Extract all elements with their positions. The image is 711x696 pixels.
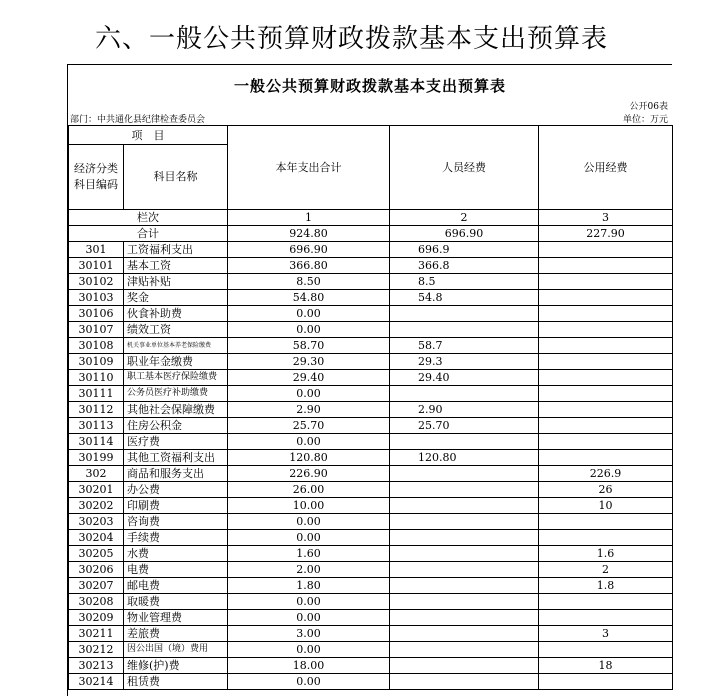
table-row (69, 658, 673, 674)
row-personnel (390, 674, 539, 690)
table-row (69, 274, 673, 290)
row-name: 水费 (124, 546, 228, 562)
row-public (539, 370, 673, 386)
row-code: 30101 (69, 258, 124, 274)
header-row-xiangmu (69, 126, 673, 145)
row-total: 226.90 (228, 466, 390, 482)
table-row (69, 610, 673, 626)
table-row (69, 290, 673, 306)
table-row (69, 578, 673, 594)
row-code: 30106 (69, 306, 124, 322)
row-personnel (390, 434, 539, 450)
row-code: 30108 (69, 338, 124, 354)
row-code: 30103 (69, 290, 124, 306)
table-row (69, 370, 673, 386)
header-public: 公用经费 (539, 126, 673, 210)
row-total: 3.00 (228, 626, 390, 642)
row-total: 0.00 (228, 674, 390, 690)
row-name: 奖金 (124, 290, 228, 306)
row-personnel (390, 626, 539, 642)
header-personnel: 人员经费 (390, 126, 539, 210)
table-row (69, 354, 673, 370)
header-col3: 3 (539, 210, 673, 226)
row-public: 1.6 (539, 546, 673, 562)
row-code: 30114 (69, 434, 124, 450)
budget-table (68, 125, 673, 690)
row-public (539, 514, 673, 530)
row-personnel (390, 530, 539, 546)
row-personnel (390, 610, 539, 626)
row-public (539, 418, 673, 434)
row-total: 0.00 (228, 610, 390, 626)
row-public (539, 322, 673, 338)
row-personnel (390, 642, 539, 658)
header-econ-code: 经济分类科目编码 (69, 145, 124, 210)
table-title: 一般公共预算财政拨款基本支出预算表 (233, 77, 506, 95)
table-row (69, 498, 673, 514)
row-name: 医疗费 (124, 434, 228, 450)
row-total: 29.40 (228, 370, 390, 386)
row-name: 其他社会保障缴费 (124, 402, 228, 418)
row-total: 696.90 (228, 242, 390, 258)
row-name: 取暖费 (124, 594, 228, 610)
row-code: 30202 (69, 498, 124, 514)
row-name: 职工基本医疗保险缴费 (124, 370, 228, 386)
department-label: 部门：中共通化县纪律检查委员会 (70, 115, 206, 125)
table-row (69, 242, 673, 258)
row-personnel: 2.90 (390, 402, 539, 418)
row-public: 18 (539, 658, 673, 674)
row-code: 30201 (69, 482, 124, 498)
unit-label: 单位：万元 (622, 115, 668, 125)
table-row (69, 482, 673, 498)
row-total: 18.00 (228, 658, 390, 674)
row-name: 津贴补贴 (124, 274, 228, 290)
row-name: 咨询费 (124, 514, 228, 530)
row-total: 54.80 (228, 290, 390, 306)
row-code: 30213 (69, 658, 124, 674)
row-public (539, 610, 673, 626)
budget-sheet (67, 64, 672, 696)
row-public (539, 434, 673, 450)
total-public: 227.90 (539, 226, 673, 242)
row-public (539, 258, 673, 274)
row-total: 1.80 (228, 578, 390, 594)
row-code: 30109 (69, 354, 124, 370)
row-code: 30208 (69, 594, 124, 610)
table-row (69, 418, 673, 434)
table-row (69, 642, 673, 658)
row-public (539, 306, 673, 322)
section-title: 六、一般公共预算财政拨款基本支出预算表 (95, 24, 609, 54)
row-code: 30214 (69, 674, 124, 690)
row-personnel (390, 322, 539, 338)
row-public: 1.8 (539, 578, 673, 594)
table-row (69, 514, 673, 530)
row-public (539, 594, 673, 610)
row-public: 226.9 (539, 466, 673, 482)
row-code: 30113 (69, 418, 124, 434)
row-total: 0.00 (228, 386, 390, 402)
row-personnel (390, 306, 539, 322)
row-personnel (390, 482, 539, 498)
row-code: 30204 (69, 530, 124, 546)
row-name: 商品和服务支出 (124, 466, 228, 482)
total-row (69, 226, 673, 242)
table-row (69, 386, 673, 402)
row-name: 公务员医疗补助缴费 (124, 386, 228, 402)
total-label: 合计 (69, 226, 228, 242)
table-row (69, 562, 673, 578)
table-row (69, 450, 673, 466)
row-personnel: 25.70 (390, 418, 539, 434)
row-total: 8.50 (228, 274, 390, 290)
header-xiangmu: 项 目 (69, 126, 228, 145)
row-code: 302 (69, 466, 124, 482)
row-total: 29.30 (228, 354, 390, 370)
row-name: 因公出国（境）费用 (124, 642, 228, 658)
row-total: 0.00 (228, 514, 390, 530)
row-name: 机关事业单位基本养老保险缴费 (124, 338, 228, 354)
header-item-name: 科目名称 (124, 145, 228, 210)
row-name: 伙食补助费 (124, 306, 228, 322)
row-personnel (390, 546, 539, 562)
row-public (539, 674, 673, 690)
total-personnel: 696.90 (390, 226, 539, 242)
row-name: 办公费 (124, 482, 228, 498)
row-name: 租赁费 (124, 674, 228, 690)
row-public: 10 (539, 498, 673, 514)
table-row (69, 466, 673, 482)
row-name: 基本工资 (124, 258, 228, 274)
header-col2: 2 (390, 210, 539, 226)
row-personnel: 29.3 (390, 354, 539, 370)
row-public (539, 242, 673, 258)
row-total: 120.80 (228, 450, 390, 466)
row-code: 30206 (69, 562, 124, 578)
row-name: 印刷费 (124, 498, 228, 514)
row-total: 2.90 (228, 402, 390, 418)
row-name: 电费 (124, 562, 228, 578)
header-total: 本年支出合计 (228, 126, 390, 210)
row-total: 366.80 (228, 258, 390, 274)
row-name: 工资福利支出 (124, 242, 228, 258)
row-name: 绩效工资 (124, 322, 228, 338)
row-public (539, 450, 673, 466)
row-personnel (390, 498, 539, 514)
row-public (539, 274, 673, 290)
row-total: 0.00 (228, 306, 390, 322)
row-public: 3 (539, 626, 673, 642)
row-personnel (390, 658, 539, 674)
row-personnel: 8.5 (390, 274, 539, 290)
row-personnel: 696.9 (390, 242, 539, 258)
row-public (539, 642, 673, 658)
row-code: 30212 (69, 642, 124, 658)
row-personnel: 29.40 (390, 370, 539, 386)
row-code: 30107 (69, 322, 124, 338)
row-total: 10.00 (228, 498, 390, 514)
row-personnel (390, 578, 539, 594)
row-name: 维修(护)费 (124, 658, 228, 674)
row-total: 58.70 (228, 338, 390, 354)
row-public (539, 530, 673, 546)
form-code: 公开06表 (629, 102, 668, 112)
row-code: 30205 (69, 546, 124, 562)
row-public (539, 354, 673, 370)
row-name: 手续费 (124, 530, 228, 546)
row-name: 住房公积金 (124, 418, 228, 434)
row-code: 30211 (69, 626, 124, 642)
row-public: 2 (539, 562, 673, 578)
row-public (539, 402, 673, 418)
row-public (539, 386, 673, 402)
table-row (69, 322, 673, 338)
row-code: 30207 (69, 578, 124, 594)
row-personnel: 366.8 (390, 258, 539, 274)
row-public (539, 338, 673, 354)
row-code: 30111 (69, 386, 124, 402)
row-total: 2.00 (228, 562, 390, 578)
row-name: 邮电费 (124, 578, 228, 594)
row-code: 301 (69, 242, 124, 258)
header-lanci: 栏次 (69, 210, 228, 226)
table-row (69, 546, 673, 562)
table-row (69, 434, 673, 450)
total-total: 924.80 (228, 226, 390, 242)
table-row (69, 530, 673, 546)
row-public (539, 290, 673, 306)
row-name: 职业年金缴费 (124, 354, 228, 370)
row-personnel: 58.7 (390, 338, 539, 354)
row-code: 30102 (69, 274, 124, 290)
row-code: 30199 (69, 450, 124, 466)
row-personnel (390, 594, 539, 610)
table-row (69, 626, 673, 642)
table-row (69, 338, 673, 354)
row-total: 0.00 (228, 322, 390, 338)
row-personnel (390, 514, 539, 530)
table-row (69, 674, 673, 690)
row-total: 26.00 (228, 482, 390, 498)
row-total: 0.00 (228, 642, 390, 658)
row-code: 30209 (69, 610, 124, 626)
row-code: 30203 (69, 514, 124, 530)
row-total: 0.00 (228, 530, 390, 546)
table-row (69, 258, 673, 274)
row-personnel: 120.80 (390, 450, 539, 466)
row-personnel: 54.8 (390, 290, 539, 306)
header-row-lanci (69, 210, 673, 226)
table-row (69, 594, 673, 610)
row-personnel (390, 562, 539, 578)
row-name: 物业管理费 (124, 610, 228, 626)
row-total: 1.60 (228, 546, 390, 562)
table-row (69, 306, 673, 322)
row-name: 其他工资福利支出 (124, 450, 228, 466)
row-total: 0.00 (228, 594, 390, 610)
row-total: 0.00 (228, 434, 390, 450)
row-code: 30110 (69, 370, 124, 386)
row-total: 25.70 (228, 418, 390, 434)
table-row (69, 402, 673, 418)
row-code: 30112 (69, 402, 124, 418)
header-col1: 1 (228, 210, 390, 226)
row-personnel (390, 386, 539, 402)
row-public: 26 (539, 482, 673, 498)
row-personnel (390, 466, 539, 482)
row-name: 差旅费 (124, 626, 228, 642)
